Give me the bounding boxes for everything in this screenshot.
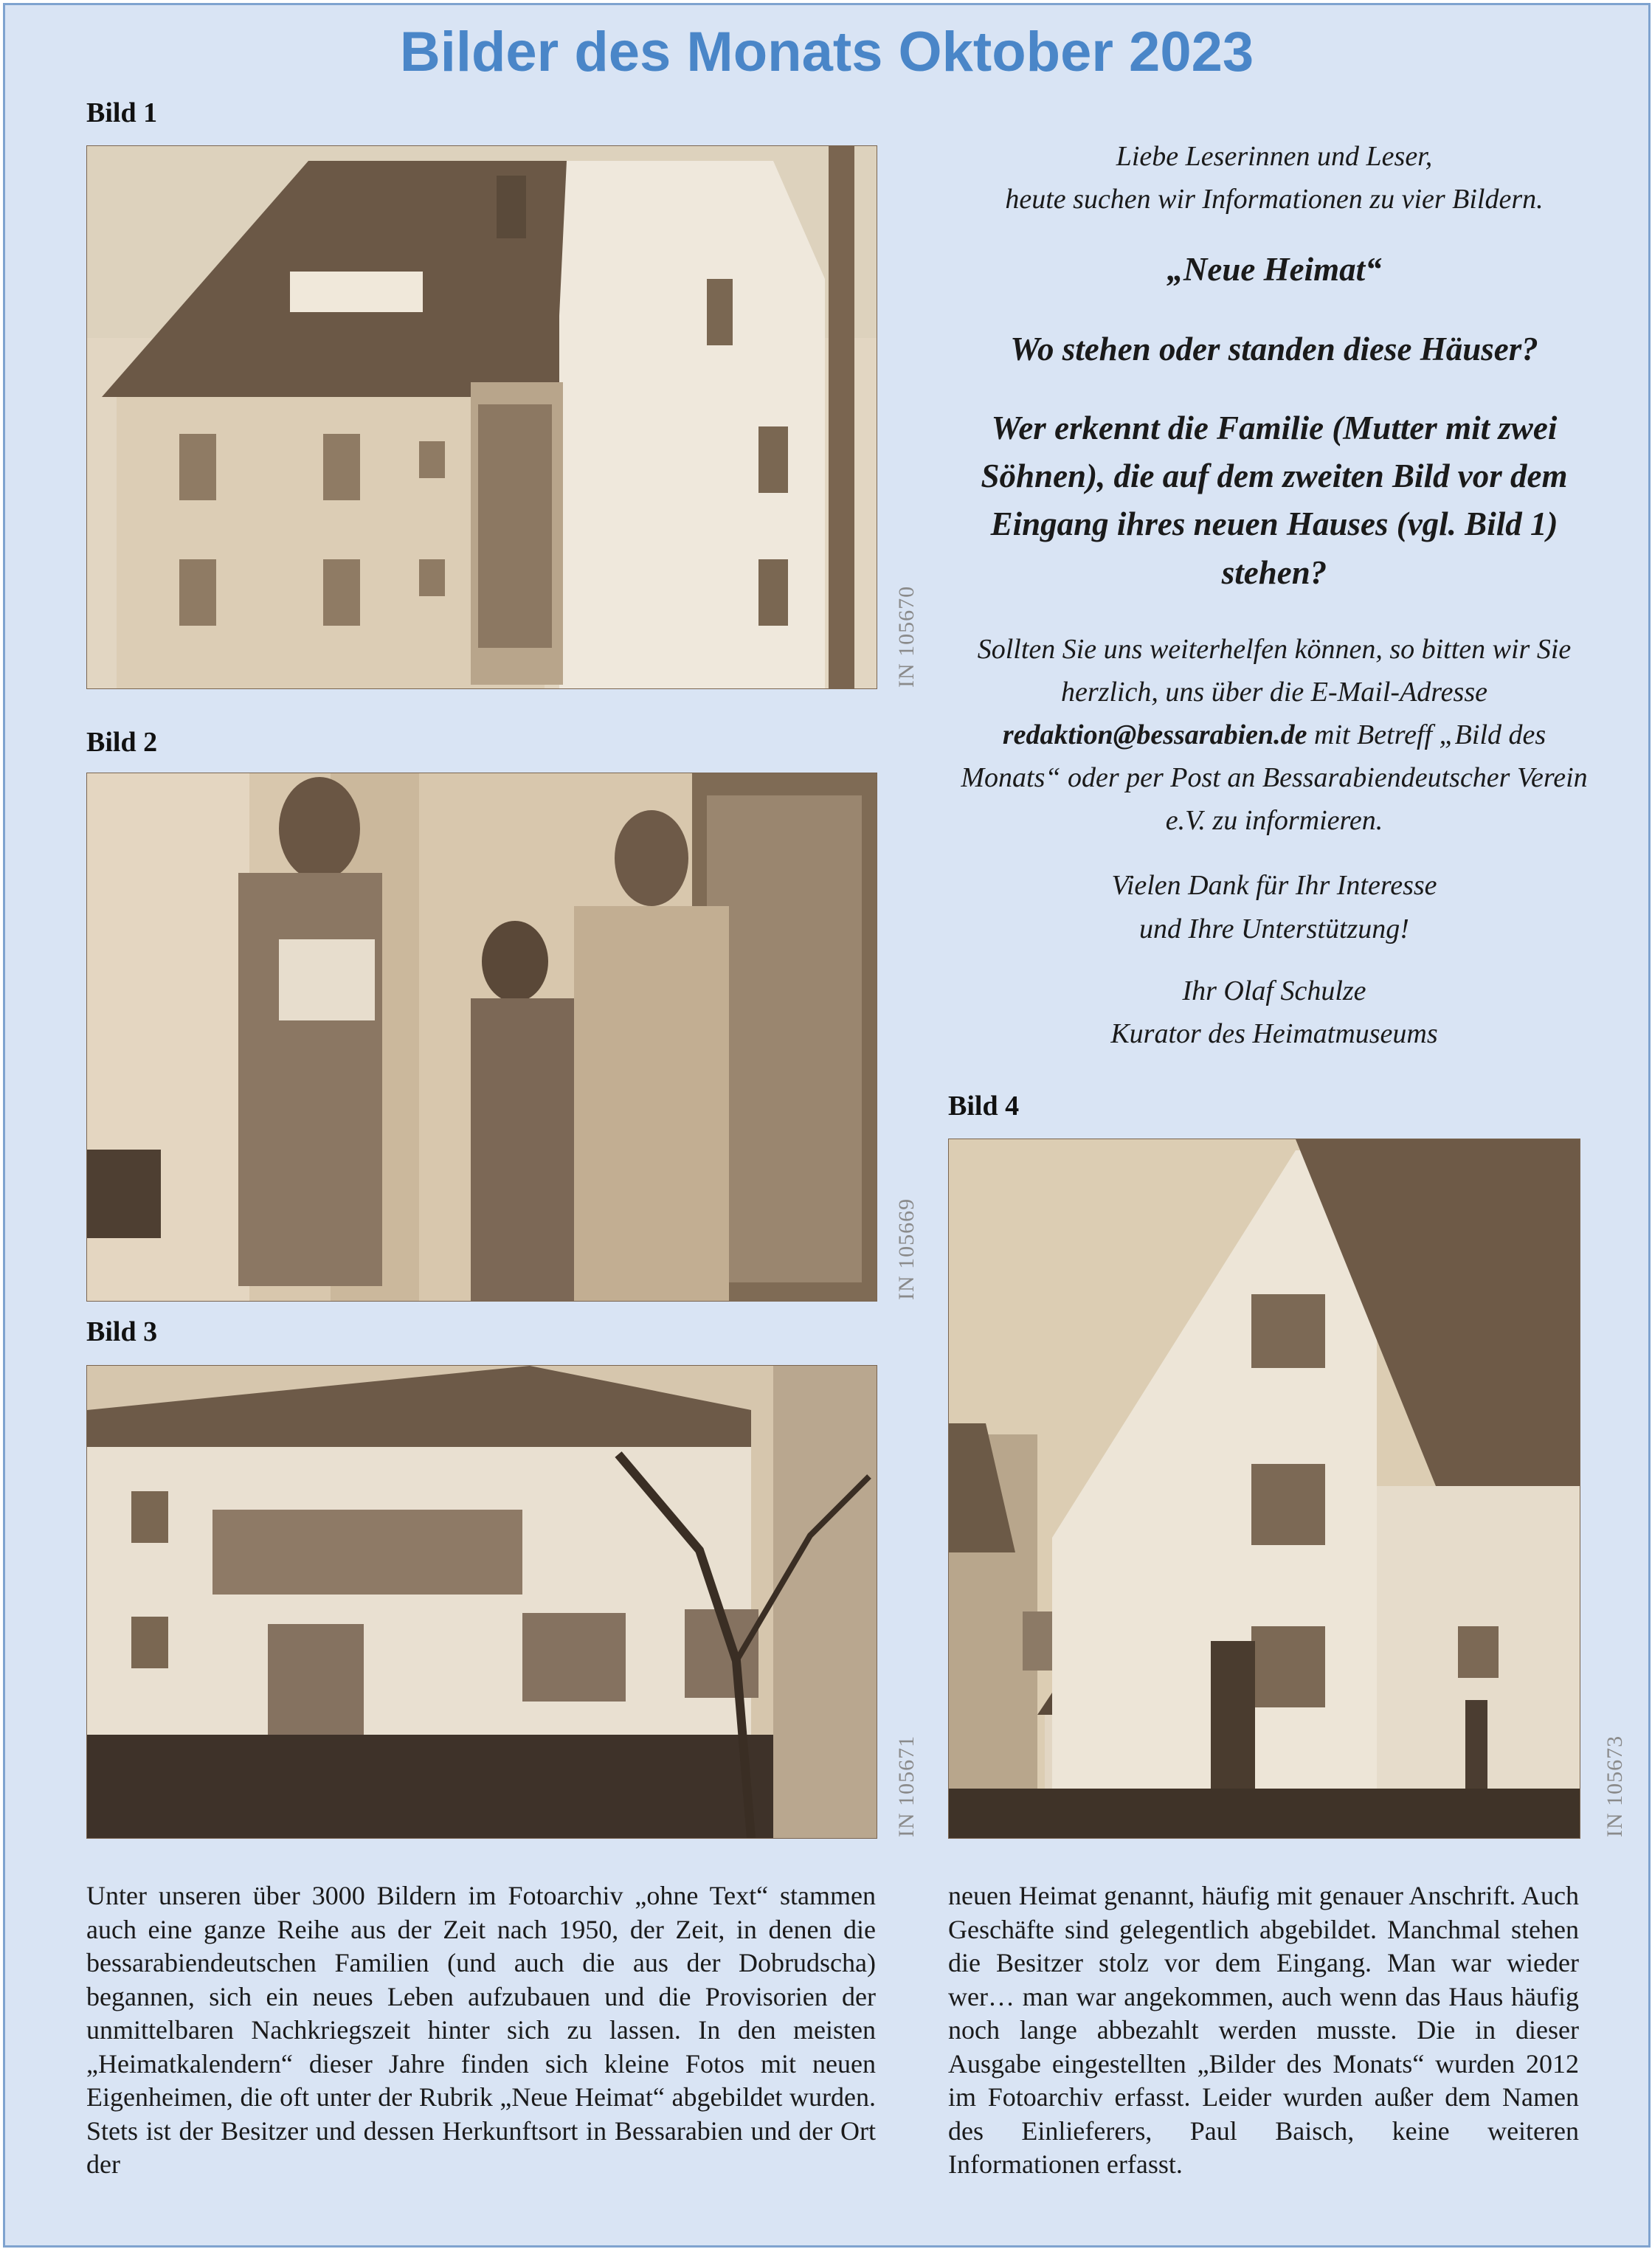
page-frame: [3, 3, 1651, 2248]
page-title: Bilder des Monats Oktober 2023: [399, 21, 1254, 83]
thanks-line-1: Vielen Dank für Ihr Interesse: [1111, 870, 1437, 902]
article-column-1: Unter unseren über 3000 Bildern im Fotoarchiv „ohne Text“ stammen auch eine ganze Reihe aus der Zeit nach 1950, der Zeit, in denen die bessarabiendeutschen Familien (und auch die aus der Dobrudscha) begannen, sich ein neues Leben aufzubauen und die Provisorien der unmittelbaren Nachkriegszeit hinter sich zu lassen. In den meisten „Heimatkalendern“ dieser Jahre finden sich kleine Fotos mit neuen Eigenheimen, die oft unter der Rubrik „Neue Heimat“ abgebildet wurden. Stets ist der Besitzer und dessen Herkunftsort in Bessarabien und der Ort der: [86, 1881, 876, 2179]
photo-label-bild-4: Bild 4: [948, 1091, 1020, 1122]
intro-greeting: Liebe Leserinnen und Leser,: [1116, 141, 1433, 172]
intro-question-location: Wo stehen oder standen diese Häuser?: [1010, 330, 1538, 367]
inventory-number-bild-1: IN 105670: [894, 585, 919, 688]
inventory-number-bild-2: IN 105669: [894, 1198, 919, 1300]
intro-subline: heute suchen wir Informationen zu vier Bildern.: [1005, 184, 1544, 215]
intro-request-after: mit Betreff „Bild des Monats“ oder per Post an Bessarabiendeutscher Verein e.V. zu informieren.: [961, 719, 1588, 837]
photo-label-bild-1: Bild 1: [86, 97, 158, 128]
intro-request: [957, 628, 1591, 843]
intro-text-block: [957, 135, 1591, 1055]
photo-bild-3-house: [86, 1365, 877, 1839]
intro-request-before: Sollten Sie uns weiterhelfen können, so bitten wir Sie herzlich, uns über die E-Mail-Adresse: [977, 633, 1572, 708]
signature-name: Ihr Olaf Schulze: [1182, 975, 1366, 1006]
intro-question-family: Wer erkennt die Familie (Mutter mit zwei Söhnen), die auf dem zweiten Bild vor dem Eingang ihres neuen Hauses (vgl. Bild 1) stehen?: [981, 409, 1568, 591]
contact-email[interactable]: redaktion@bessarabien.de: [1002, 719, 1307, 750]
article-column-2: neuen Heimat genannt, häufig mit genauer Anschrift. Auch Geschäfte sind gelegentlich abgebildet. Manchmal stehen die Besitzer stolz vor dem Eingang. Man war wieder wer… man war angekommen, auch wenn das Haus häufig noch lange abbezahlt werden musste. Die in dieser Ausgabe eingestellten „Bilder des Monats“ wurden 2012 im Fotoarchiv erfasst. Leider wurden außer dem Namen des Einlieferers, Paul Baisch, keine weiteren Informationen erfasst.: [948, 1881, 1579, 2179]
photo-bild-1-house: [86, 145, 877, 689]
thanks-line-2: und Ihre Unterstützung!: [1139, 913, 1409, 944]
photo-label-bild-2: Bild 2: [86, 727, 158, 758]
intro-heading: „Neue Heimat“: [1167, 251, 1382, 289]
signature-role: Kurator des Heimatmuseums: [1110, 1018, 1438, 1049]
photo-bild-4-house: [948, 1139, 1580, 1839]
inventory-number-bild-3: IN 105671: [894, 1735, 919, 1837]
photo-bild-2-family: [86, 773, 877, 1302]
photo-label-bild-3: Bild 3: [86, 1316, 158, 1347]
inventory-number-bild-4: IN 105673: [1603, 1735, 1627, 1837]
